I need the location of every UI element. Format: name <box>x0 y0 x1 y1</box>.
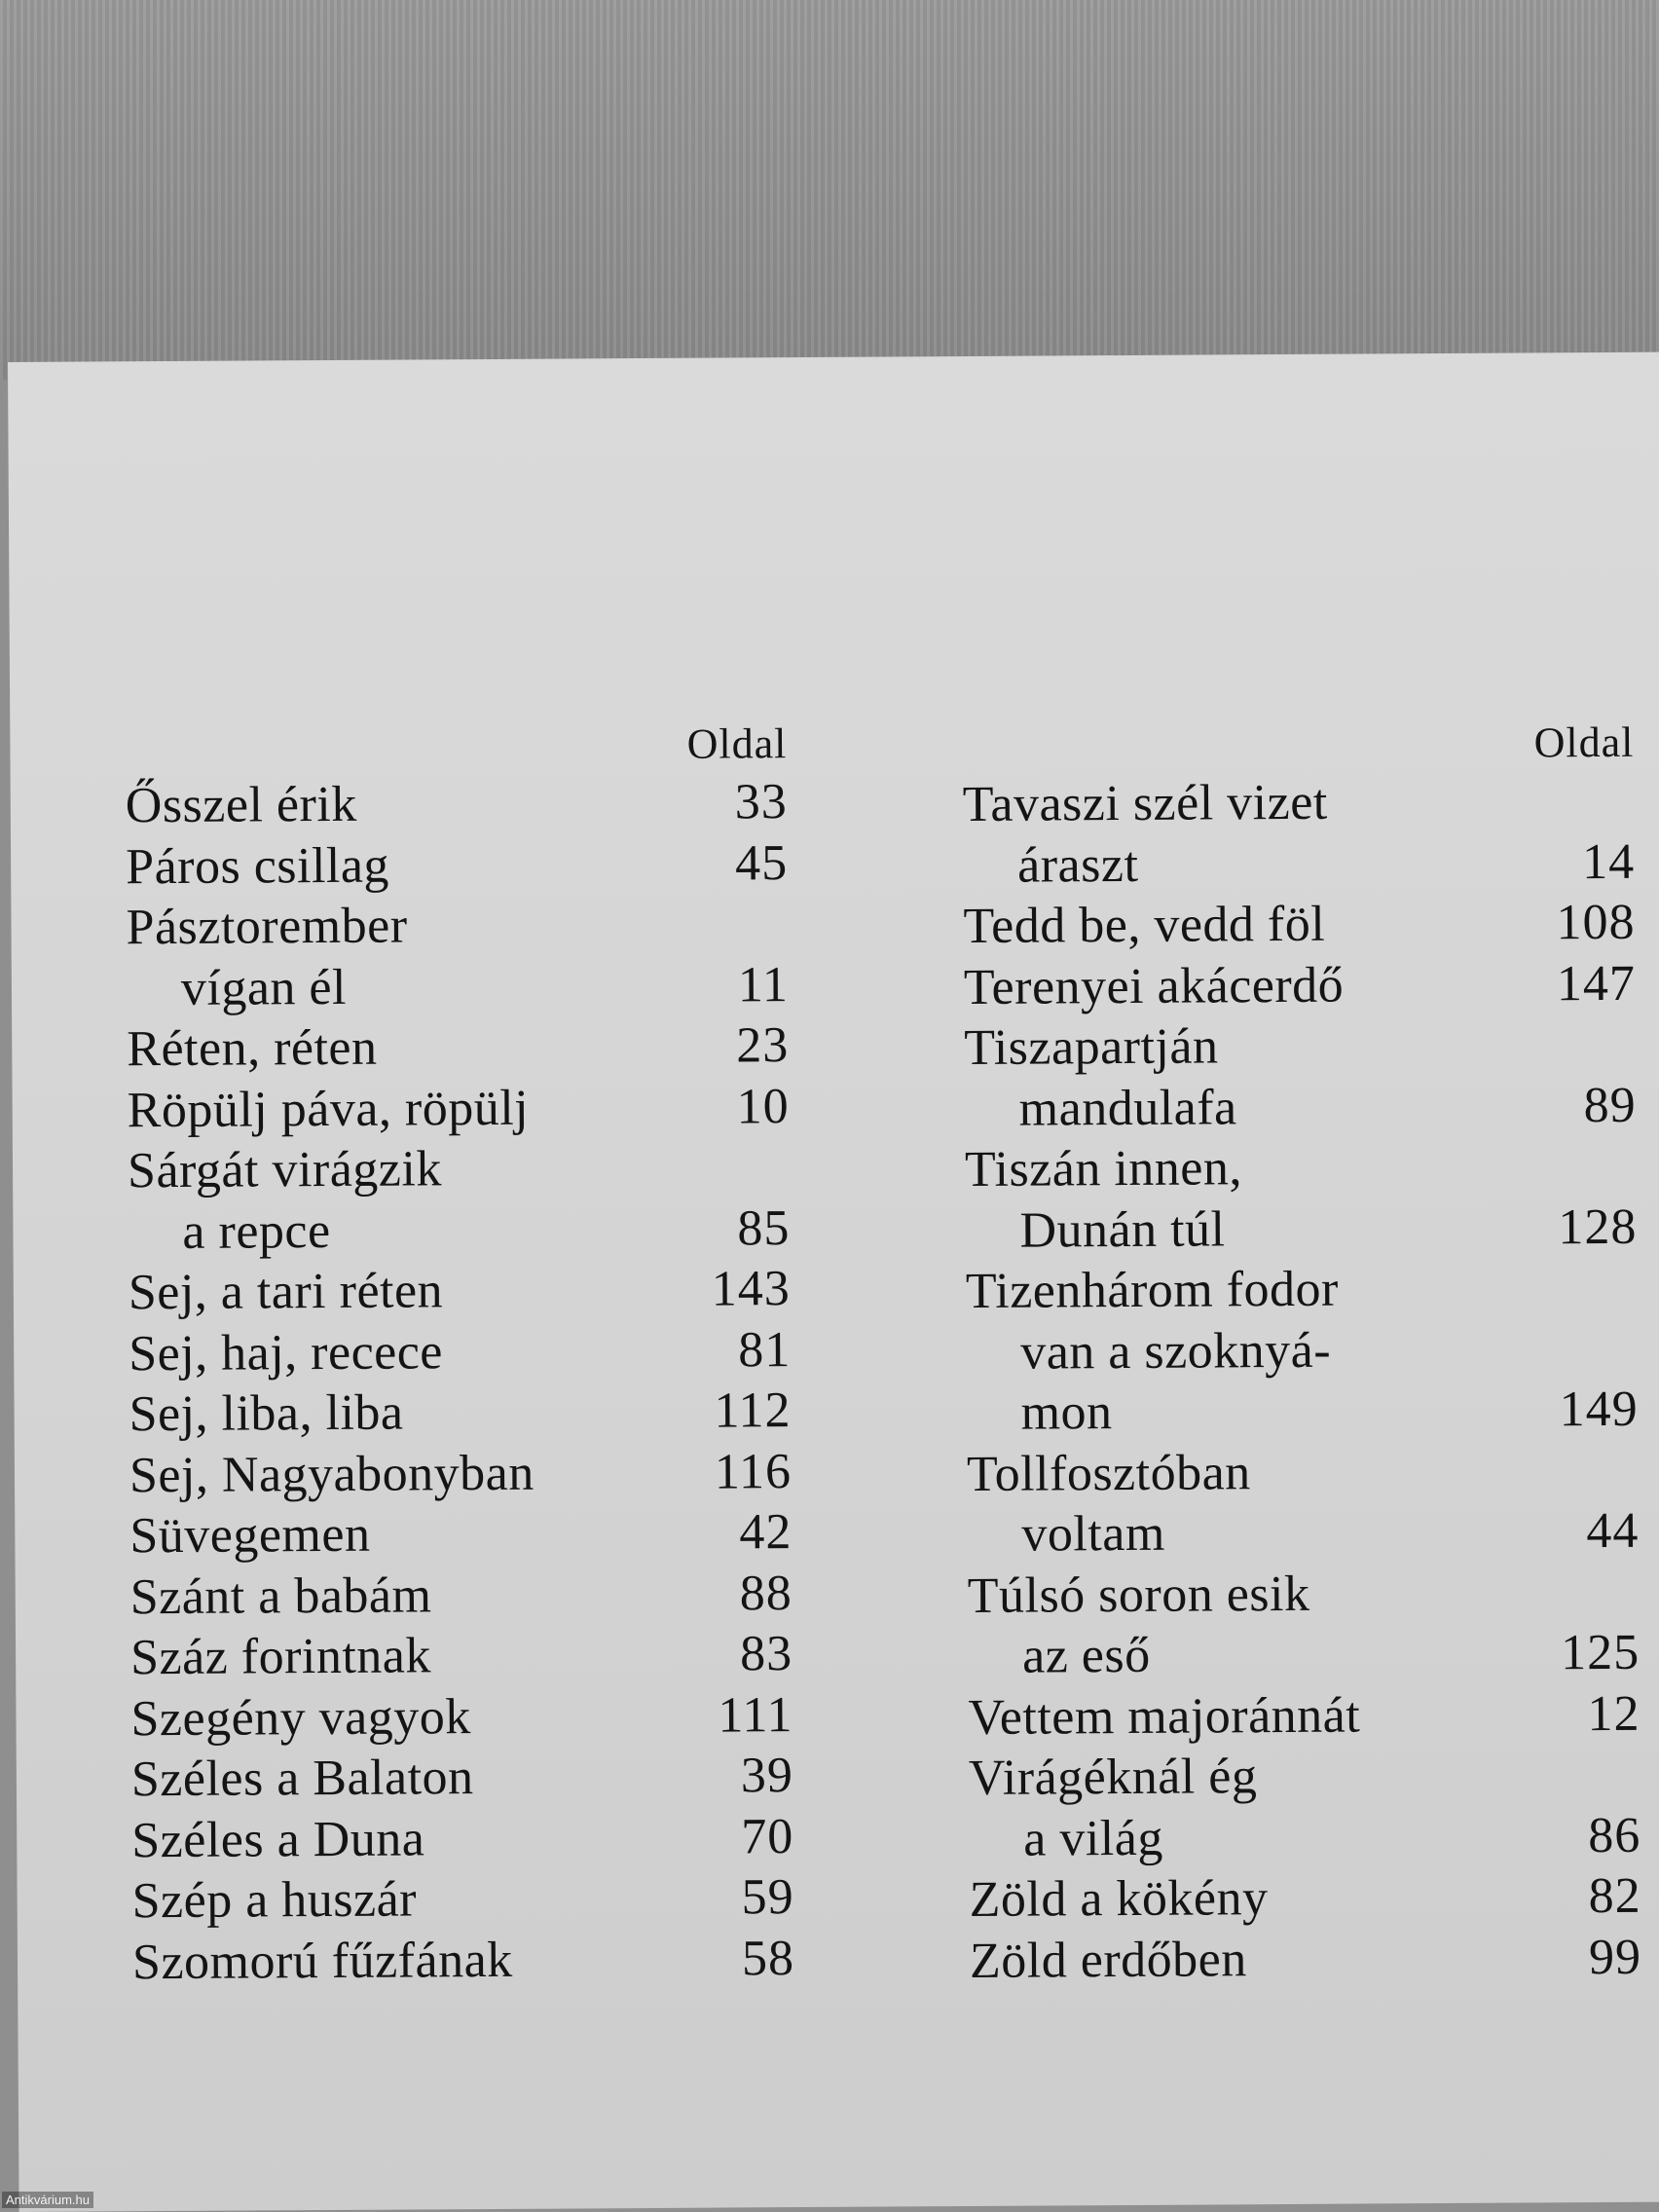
page-number: 42 <box>739 1504 793 1561</box>
toc-entry <box>963 771 1636 897</box>
toc-entry <box>127 1015 789 1081</box>
toc-entry <box>968 1683 1640 1749</box>
page-number: 59 <box>741 1869 794 1926</box>
song-title <box>130 1564 793 1629</box>
toc-entry <box>128 1137 791 1263</box>
song-title: Tizenhárom fodor <box>965 1261 1340 1320</box>
page-number: 143 <box>711 1261 792 1317</box>
song-title-text: Sej, Nagyabonyban <box>129 1445 535 1503</box>
watermark: Antikvárium.hu <box>2 2192 93 2208</box>
song-title-text: Zöld erdőben <box>969 1931 1247 1989</box>
page-number: 10 <box>736 1078 790 1134</box>
song-title-text: Száz forintnak <box>129 1628 432 1686</box>
song-title-text: áraszt <box>1017 836 1139 894</box>
page-number: 111 <box>718 1686 793 1744</box>
book-page <box>8 352 1659 2212</box>
toc-entry <box>129 1320 791 1385</box>
page-number: 147 <box>1556 955 1637 1012</box>
page-number: 112 <box>714 1382 792 1439</box>
page-number: 83 <box>739 1626 793 1682</box>
song-title-text: Sej, haj, recece <box>129 1323 444 1382</box>
song-title-text: Tedd be, vedd föl <box>963 896 1326 955</box>
page-number: 70 <box>741 1808 794 1864</box>
song-title-text: Széles a Duna <box>131 1810 425 1868</box>
toc-entry <box>963 893 1635 958</box>
song-title-text: Páros csillag <box>125 837 390 895</box>
song-title: Túlsó soron esik <box>967 1566 1310 1624</box>
toc-entry <box>129 1259 791 1324</box>
toc-entry <box>130 1564 793 1629</box>
toc-entry <box>130 1685 793 1751</box>
page-number: 23 <box>736 1017 790 1074</box>
song-title <box>968 1683 1640 1749</box>
page-number: 45 <box>734 834 789 891</box>
song-title-continued <box>963 831 1635 897</box>
page-number: 81 <box>738 1321 792 1378</box>
song-title <box>129 1502 792 1567</box>
page-number: 58 <box>741 1930 795 1986</box>
page-number: 116 <box>714 1443 793 1500</box>
song-title <box>131 1867 793 1933</box>
song-title: Tiszán innen, <box>964 1140 1243 1198</box>
song-title <box>131 1807 793 1872</box>
song-title-text: Szegény vagyok <box>130 1688 471 1747</box>
song-title-text: Ősszel érik <box>125 776 357 834</box>
song-title-continued <box>965 1075 1637 1140</box>
toc-entry <box>130 1624 793 1689</box>
toc-entry <box>969 1866 1641 1932</box>
song-title-text: az eső <box>1021 1627 1151 1684</box>
page-number: 14 <box>1581 833 1636 890</box>
song-title-text: Szánt a babám <box>129 1567 432 1625</box>
song-title-text: Réten, réten <box>127 1019 378 1078</box>
song-title-continued <box>967 1501 1639 1567</box>
song-title-text: Dunán túl <box>1019 1200 1226 1259</box>
toc-entry <box>126 894 789 1019</box>
page-number: 82 <box>1588 1867 1641 1925</box>
page-number: 99 <box>1588 1929 1642 1985</box>
song-title-continued: van a szoknyá- <box>1020 1322 1332 1381</box>
song-title-text: a repce <box>182 1202 331 1260</box>
song-title-text: vígan él <box>180 959 348 1016</box>
page-number: 149 <box>1559 1381 1639 1438</box>
page-number: 39 <box>740 1748 794 1804</box>
toc-entry <box>132 1929 794 1994</box>
page-number: 33 <box>734 774 788 830</box>
song-title-continued <box>966 1380 1638 1445</box>
page-number: 86 <box>1588 1807 1641 1863</box>
song-title <box>970 1927 1641 1992</box>
song-title: Tollfosztóban <box>966 1444 1251 1502</box>
toc-entry <box>129 1502 792 1567</box>
toc-entry <box>964 953 1636 1018</box>
song-title-text: a világ <box>1023 1810 1164 1867</box>
song-title-continued <box>969 1805 1641 1870</box>
toc-entry <box>126 833 788 899</box>
song-title <box>969 1866 1641 1932</box>
song-title: Pásztorember <box>126 898 408 956</box>
song-title <box>132 1929 794 1994</box>
toc-column-right <box>962 715 1641 1992</box>
toc-entry <box>131 1807 793 1872</box>
song-title <box>126 772 788 837</box>
page-number: 89 <box>1583 1077 1637 1133</box>
page-number: 88 <box>739 1565 793 1621</box>
song-title <box>131 1746 793 1811</box>
page-number: 128 <box>1558 1198 1638 1255</box>
toc-entry <box>966 1258 1639 1445</box>
song-title-text: Széles a Balaton <box>130 1750 474 1808</box>
song-title <box>964 953 1636 1018</box>
page-number: 44 <box>1586 1502 1640 1560</box>
song-title <box>963 893 1635 958</box>
song-title-text: Szép a huszár <box>131 1871 418 1930</box>
background-surface <box>0 0 1659 380</box>
toc-entry <box>965 1136 1638 1262</box>
song-title-text: mon <box>1020 1384 1113 1441</box>
song-title-text: Sej, liba, liba <box>129 1384 404 1443</box>
page-number: 12 <box>1587 1685 1641 1742</box>
toc-entry-list <box>126 772 795 1993</box>
song-title-text: Terenyei akácerdő <box>963 957 1345 1015</box>
song-title-text: Szomorú fűzfának <box>131 1932 513 1990</box>
toc-entry <box>969 1745 1641 1870</box>
song-title <box>129 1442 792 1507</box>
toc-entry <box>967 1440 1640 1566</box>
song-title <box>128 1077 790 1142</box>
song-title: Tavaszi szél vizet <box>962 774 1328 833</box>
song-title <box>127 1015 789 1081</box>
toc-entry <box>129 1381 791 1446</box>
song-title: Sárgát virágzik <box>127 1141 443 1199</box>
column-header: Oldal <box>686 719 788 768</box>
song-title <box>130 1685 793 1751</box>
song-title <box>129 1320 791 1385</box>
song-title <box>126 833 788 899</box>
toc-entry <box>129 1442 792 1507</box>
song-title-continued <box>968 1623 1640 1688</box>
toc-entry <box>126 772 788 837</box>
song-title-text: voltam <box>1021 1505 1165 1563</box>
toc-entry <box>964 1014 1637 1140</box>
toc-entry <box>128 1077 790 1142</box>
song-title-text: mandulafa <box>1018 1079 1237 1137</box>
song-title-continued <box>128 1198 790 1264</box>
song-title-continued <box>965 1197 1637 1262</box>
toc-entry-list <box>963 771 1642 1992</box>
toc-entry <box>131 1746 793 1811</box>
toc-entry <box>970 1927 1641 1992</box>
column-header: Oldal <box>1533 718 1635 767</box>
page-number: 11 <box>737 956 790 1013</box>
song-title <box>130 1624 793 1689</box>
song-title-text: Vettem majoránnát <box>968 1687 1361 1746</box>
song-title-continued <box>127 955 789 1020</box>
song-title-text: Süvegemen <box>129 1506 371 1565</box>
page-number: 85 <box>737 1199 791 1256</box>
song-title-text: Sej, a tari réten <box>128 1263 444 1321</box>
page-number: 108 <box>1556 894 1636 951</box>
song-title-text: Zöld a kökény <box>969 1870 1269 1928</box>
toc-entry <box>131 1867 793 1933</box>
song-title <box>129 1381 791 1446</box>
toc-column-left <box>125 716 794 1993</box>
song-title: Tiszapartján <box>964 1018 1219 1077</box>
song-title <box>129 1259 791 1324</box>
song-title: Virágéknál ég <box>968 1749 1258 1806</box>
song-title-text: Röpülj páva, röpülj <box>127 1080 530 1138</box>
toc-entry <box>968 1562 1641 1687</box>
page-number: 125 <box>1560 1624 1641 1681</box>
